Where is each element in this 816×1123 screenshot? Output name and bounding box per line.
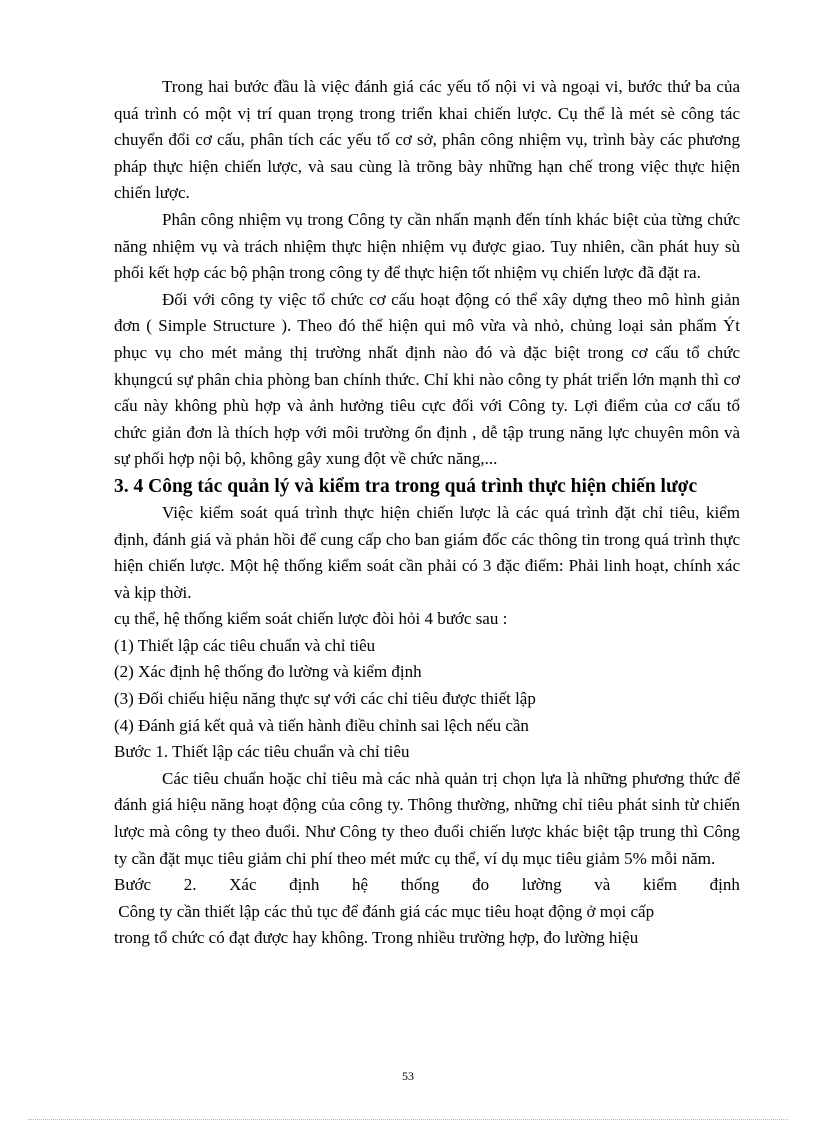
step2-word: Bước <box>114 875 152 895</box>
step2-word: định <box>709 875 740 895</box>
section-heading: 3. 4 Công tác quản lý và kiểm tra trong quá trình thực hiện chiến lược <box>114 475 698 497</box>
step2-word: hệ <box>352 875 369 895</box>
step2-line: Công ty cần thiết lập các thủ tục để đánh giá các mục tiêu hoạt động ở mọi cấp <box>114 901 655 921</box>
page-number: 53 <box>402 1069 414 1083</box>
step1-title: Bước 1. Thiết lập các tiêu chuẩn và chỉ tiêu <box>114 742 410 762</box>
step2-line: trong tổ chức có đạt được hay không. Trong nhiều trường hợp, đo lường hiệu <box>114 928 639 948</box>
step2-word: và <box>594 875 611 895</box>
page-bottom-rule <box>28 1119 788 1120</box>
paragraph: Đối với công ty việc tổ chức cơ cấu hoạt động có thể xây dựng theo mô hình giản đơn ( Simple Structure ). Theo đó thể hiện qui mô vừa và nhỏ, chủng loại sản phẩm Ýt phục vụ cho mét mảng thị trường nhất định nào đó và đặc biệt trong cơ cấu tổ chức khụngcú sự phân chia phòng ban chính thức. Chỉ khi nào công ty phát triển lớn mạnh thì cơ cấu này không phù hợp và ảnh hưởng tiêu cực đối với Công ty. Lợi điểm của cơ cấu tổ chức giản đơn là thích hợp với môi trường ổn định , dễ tập trung năng lực chuyên môn và sự phối hợp nội bộ, không gây xung đột về chức năng,... <box>114 289 740 469</box>
step-item: (3) Đối chiếu hiệu năng thực sự với các chỉ tiêu được thiết lập <box>114 689 536 709</box>
paragraph: Phân công nhiệm vụ trong Công ty cần nhấn mạnh đến tính khác biệt của từng chức năng nhiệm vụ và trách nhiệm thực hiện nhiệm vụ được giao. Tuy nhiên, cần phát huy sù phối kết hợp các bộ phận trong công ty để thực hiện tốt nhiệm vụ chiến lược đã đặt ra. <box>114 209 740 283</box>
paragraph: Trong hai bước đầu là việc đánh giá các yếu tố nội vi và ngoại vi, bước thứ ba của quá trình có một vị trí quan trọng trong triển khai chiến lược. Cụ thể là mét sè công tác chuyển đổi cơ cấu, phân tích các yếu tố cơ sở, phân công nhiệm vụ, trình bày các phương pháp thực hiện chiến lược, và sau cùng là trõng bày những hạn chế trong việc thực hiện chiến lược. <box>114 77 740 203</box>
step2-word: Xác <box>229 875 257 895</box>
step2-word: đo <box>472 875 490 895</box>
step2-word: 2. <box>183 875 197 895</box>
step2-word: thống <box>400 875 440 895</box>
paragraph: Việc kiểm soát quá trình thực hiện chiến lược là các quá trình đặt chỉ tiêu, kiểm định, đánh giá và phản hồi để cung cấp cho ban giám đốc các thông tin trong quá trình thực hiện chiến lược. Một hệ thống kiểm soát cần phải có 3 đặc điểm: Phải linh hoạt, chính xác và kịp thời. <box>114 502 740 602</box>
step-item: (4) Đánh giá kết quả và tiến hành điều chỉnh sai lệch nếu cần <box>114 715 529 735</box>
step-item: (2) Xác định hệ thống đo lường và kiểm định <box>114 662 422 682</box>
step2-title <box>114 872 740 899</box>
document-body <box>114 74 740 952</box>
step-item: (1) Thiết lập các tiêu chuẩn và chỉ tiêu <box>114 635 376 655</box>
paragraph: Các tiêu chuẩn hoặc chỉ tiêu mà các nhà quản trị chọn lựa là những phương thức để đánh giá hiệu năng hoạt động của công ty. Thông thường, những chỉ tiêu phát sinh từ chiến lược mà công ty theo đuổi. Như Công ty theo đuổi chiến lược khác biệt tập trung thì Công ty cần đặt mục tiêu giảm chi phí theo mét mức cụ thể, ví dụ mục tiêu giảm 5% mỗi năm. <box>114 768 740 868</box>
step2-word: định <box>289 875 320 895</box>
step2-word: lường <box>521 875 562 895</box>
steps-intro: cụ thể, hệ thống kiểm soát chiến lược đòi hỏi 4 bước sau : <box>114 609 508 629</box>
step2-word: kiểm <box>642 875 677 895</box>
